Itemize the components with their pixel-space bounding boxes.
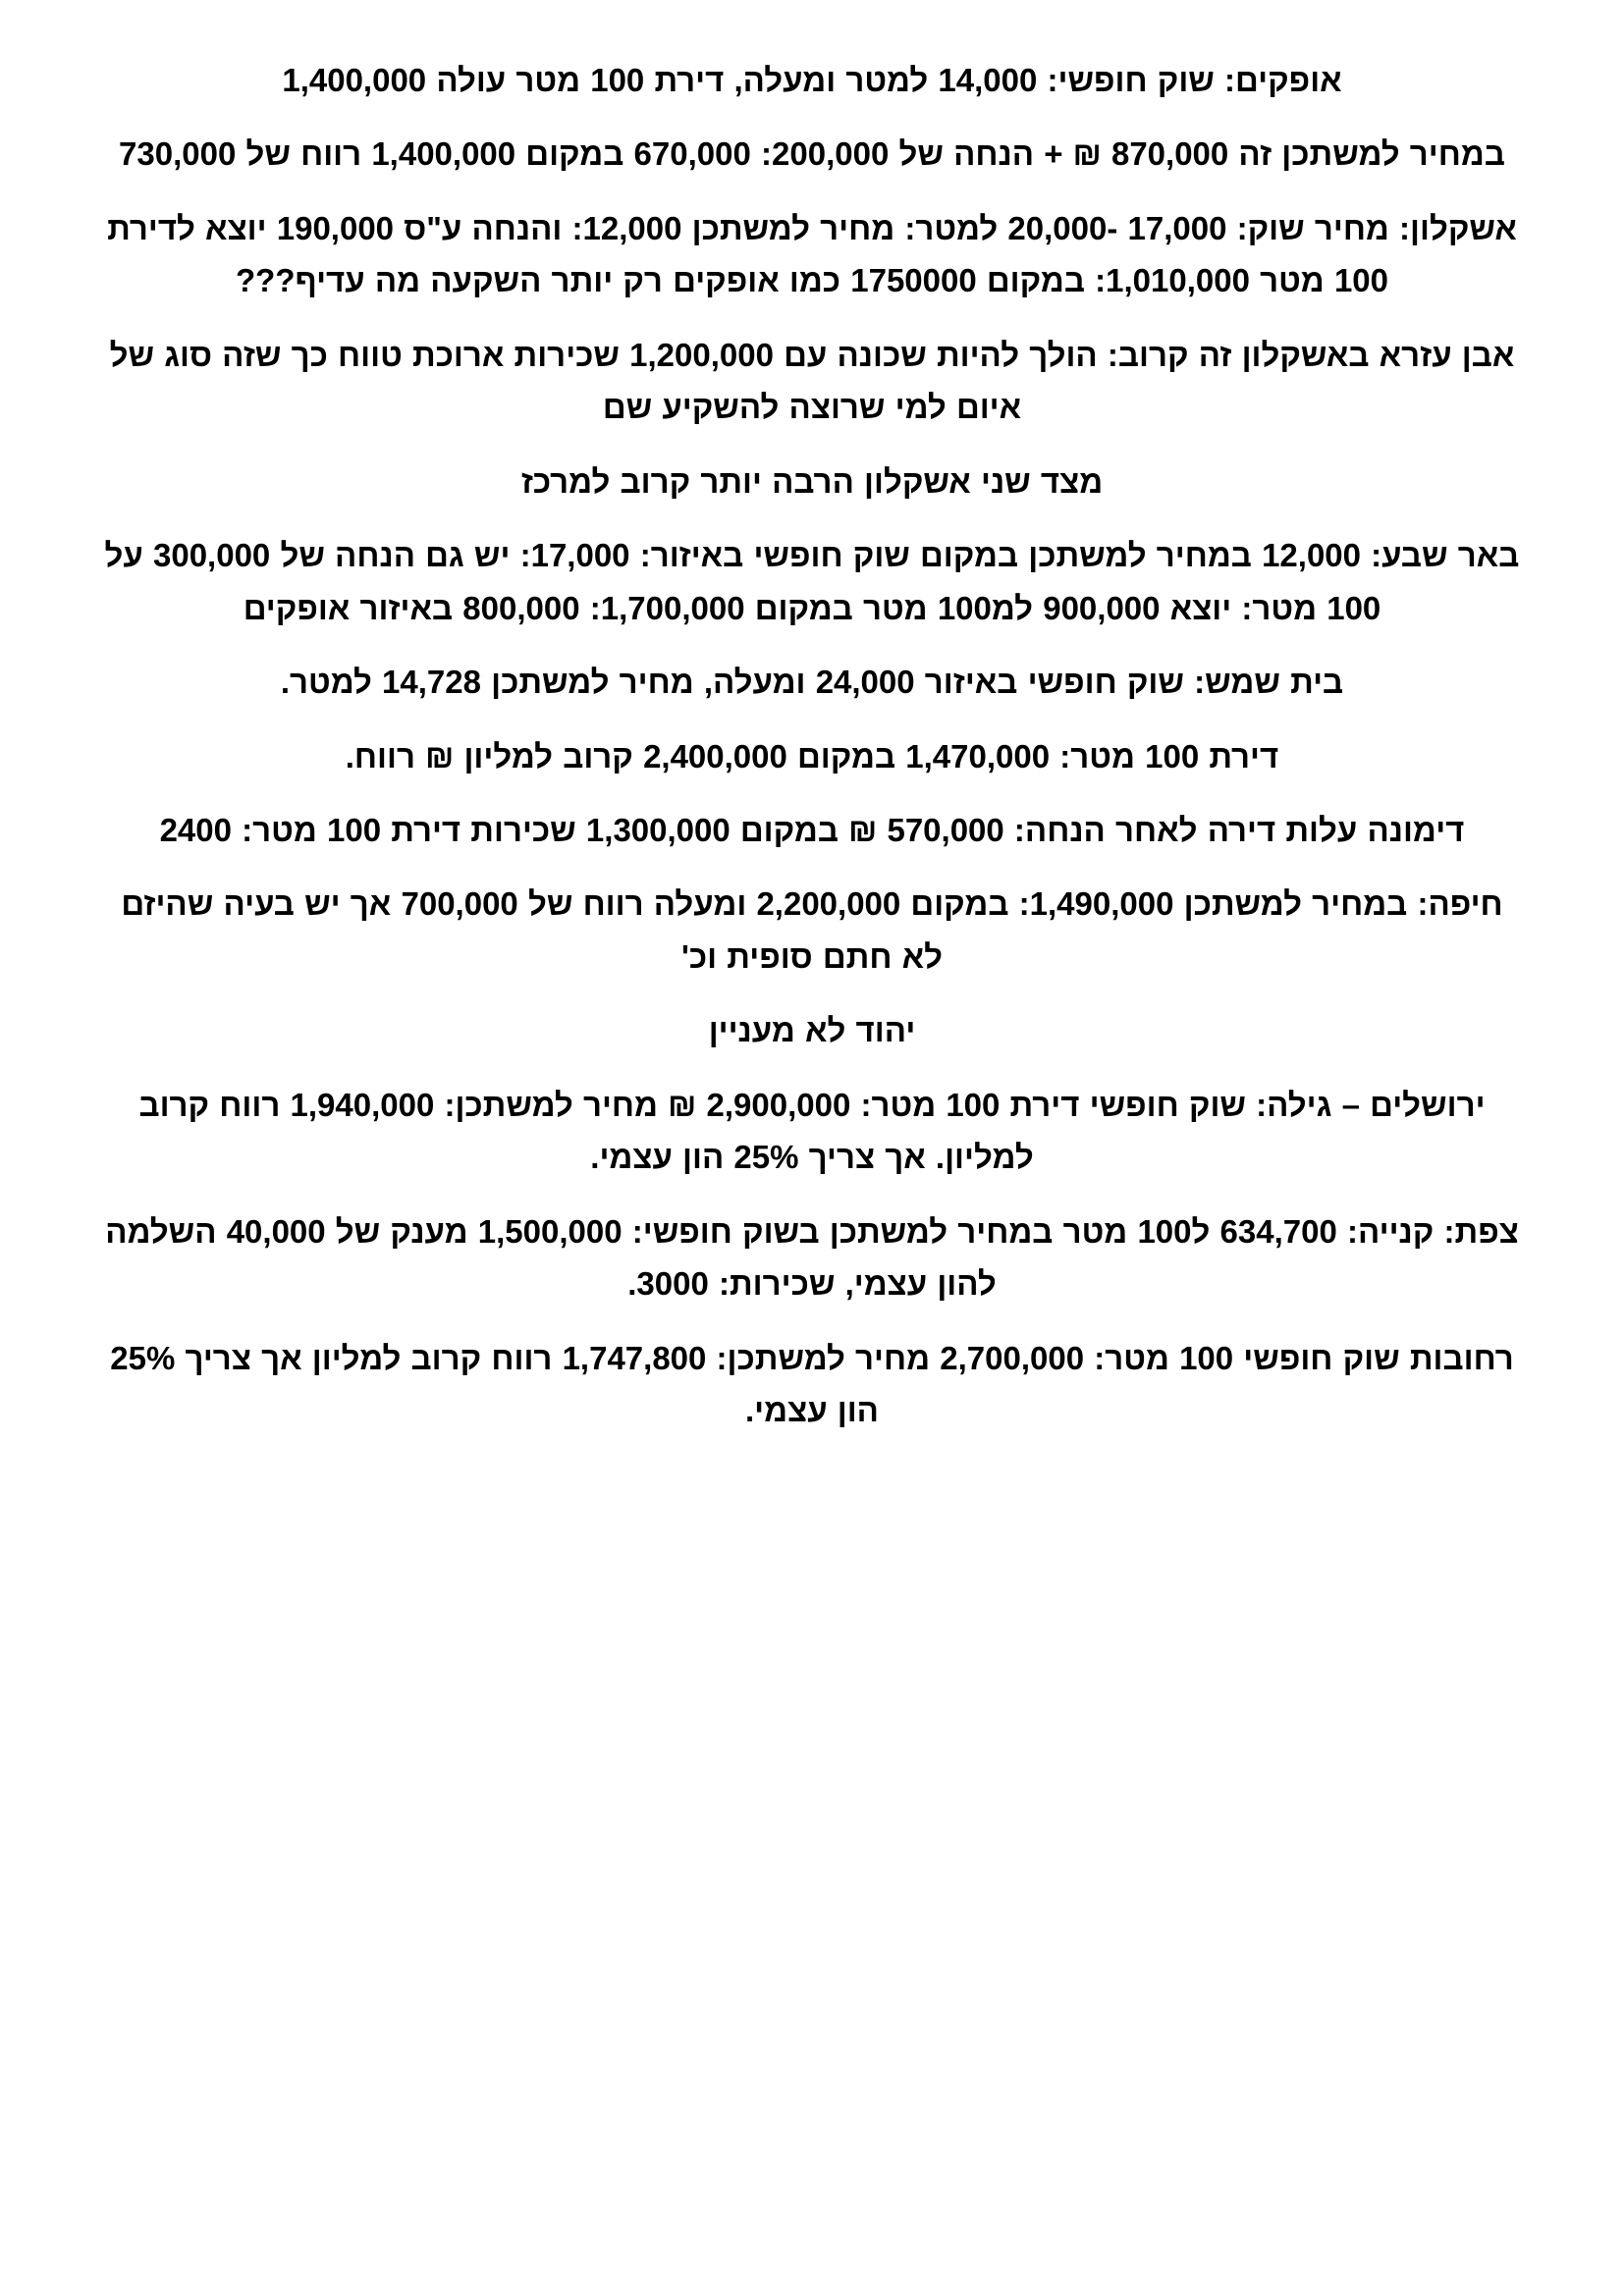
paragraph-haifa: חיפה: במחיר למשתכן 1,490,000: במקום 2,200,000 ומעלה רווח של 700,000 אך יש בעיה שהיזם לא חתם סופית וכ'	[121, 885, 1503, 975]
paragraph-beer-sheva: באר שבע: 12,000 במחיר למשתכן במקום שוק חופשי באיזור: 17,000: יש גם הנחה של 300,000 על 100 מטר: יוצא 900,000 למ100 מטר במקום 1,700,000: 800,000 באיזור אופקים	[104, 537, 1520, 626]
paragraph-jerusalem-gilo: ירושלים – גילה: שוק חופשי דירת 100 מטר: 2,900,000 ₪ מחיר למשתכן: 1,940,000 רווח קרוב למליון. אך צריך 25% הון עצמי.	[138, 1086, 1486, 1176]
paragraph-ashkelon: אשקלון: מחיר שוק: 17,000 -20,000 למטר: מחיר למשתכן 12,000: והנחה ע"ס 190,000 יוצא לדירת 100 מטר 1,010,000: במקום 1750000 כמו אופקים רק יותר השקעה מה עדיף???	[107, 209, 1517, 299]
paragraph-ofakim-mehir-lamishtaken: במחיר למשתכן זה 870,000 ₪ + הנחה של 200,000: 670,000 במקום 1,400,000 רווח של 730,000	[119, 135, 1505, 173]
paragraph-ashkelon-location: מצד שני אשקלון הרבה יותר קרוב למרכז	[520, 462, 1104, 500]
paragraph-rehovot: רחובות שוק חופשי 100 מטר: 2,700,000 מחיר למשתכן: 1,747,800 רווח קרוב למליון אך צריך 25% הון עצמי.	[110, 1339, 1514, 1429]
paragraph-dimona: דימונה עלות דירה לאחר הנחה: 570,000 ₪ במקום 1,300,000 שכירות דירת 100 מטר: 2400	[159, 811, 1465, 848]
paragraph-beit-shemesh-apartment: דירת 100 מטר: 1,470,000 במקום 2,400,000 קרוב למליון ₪ רווח.	[345, 737, 1279, 774]
paragraph-even-ezra: אבן עזרא באשקלון זה קרוב: הולך להיות שכונה עם 1,200,000 שכירות ארוכת טווח כך שזה סוג של איום למי שרוצה להשקיע שם	[109, 336, 1515, 426]
document-body	[94, 54, 1530, 1437]
paragraph-tzfat: צפת: קנייה: 634,700 ל100 מטר במחיר למשתכן בשוק חופשי: 1,500,000 מענק של 40,000 השלמה להון עצמי, שכירות: 3000.	[105, 1212, 1519, 1303]
paragraph-beit-shemesh-market: בית שמש: שוק חופשי באיזור 24,000 ומעלה, מחיר למשתכן 14,728 למטר.	[280, 664, 1344, 701]
paragraph-ofakim-market: אופקים: שוק חופשי: 14,000 למטר ומעלה, דירת 100 מטר עולה 1,400,000	[282, 62, 1342, 98]
paragraph-yehud: יהוד לא מעניין	[708, 1012, 916, 1049]
